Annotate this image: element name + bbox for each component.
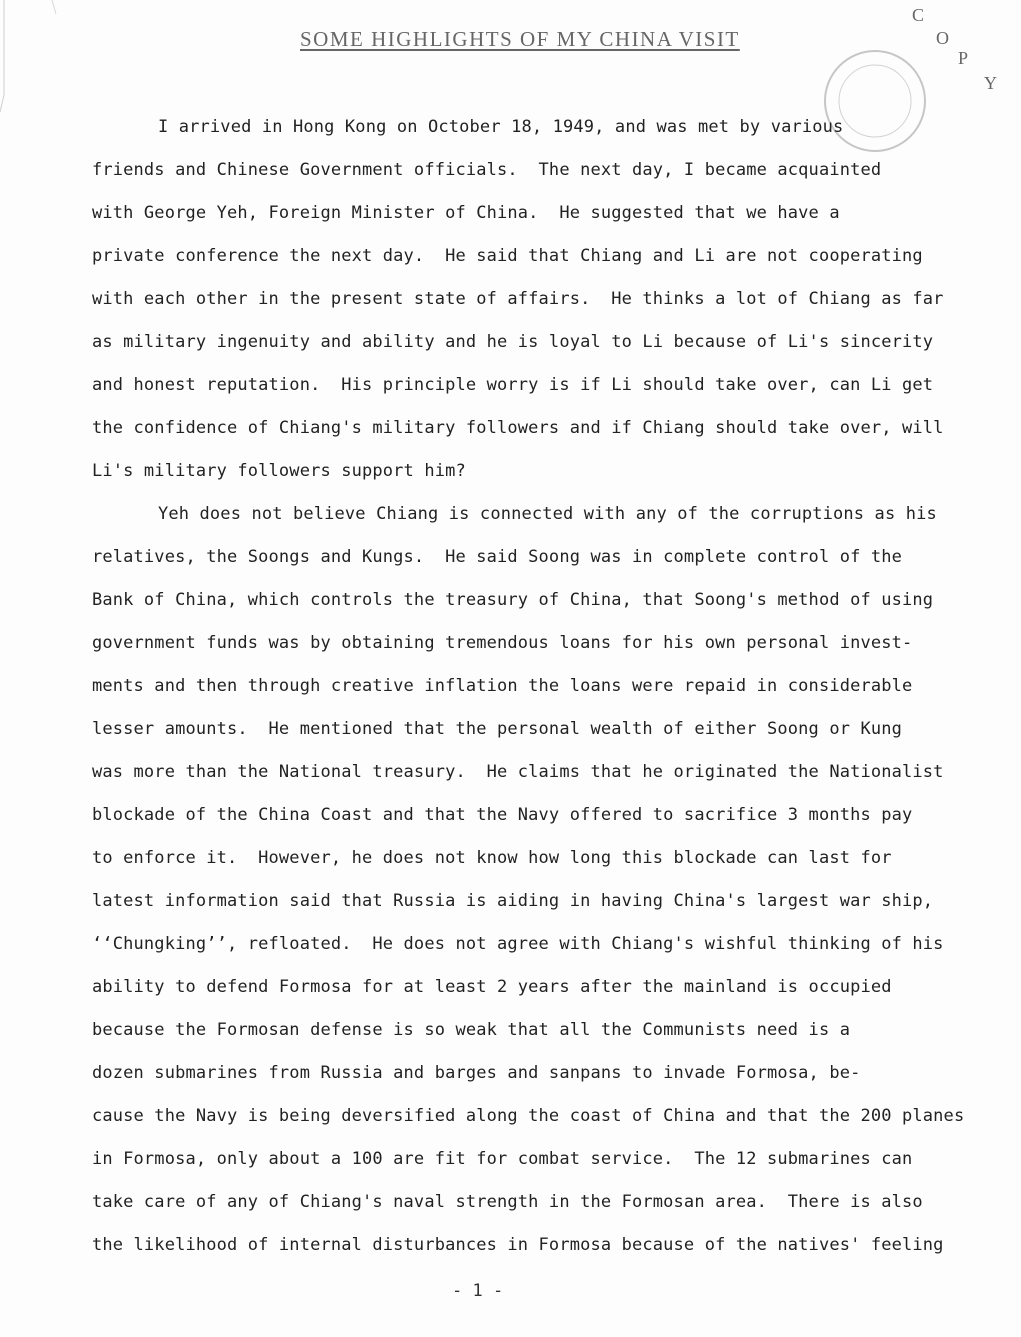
page-number: - 1 -: [452, 1281, 504, 1301]
text-line: I arrived in Hong Kong on October 18, 1949, and was met by various: [158, 117, 844, 137]
page-fold-mark: [0, 0, 60, 120]
text-line: dozen submarines from Russia and barges and sanpans to invade Formosa, be-: [92, 1063, 861, 1083]
text-line: ments and then through creative inflation the loans were repaid in considerable: [92, 676, 913, 696]
text-line: as military ingenuity and ability and he is loyal to Li because of Li's sincerity: [92, 332, 934, 352]
text-line: ‘‘Chungking’’, refloated. He does not agree with Chiang's wishful thinking of his: [92, 934, 944, 954]
text-line: the confidence of Chiang's military followers and if Chiang should take over, will: [92, 418, 944, 438]
text-line: lesser amounts. He mentioned that the personal wealth of either Soong or Kung: [92, 719, 903, 739]
text-line: Li's military followers support him?: [92, 461, 466, 481]
text-line: because the Formosan defense is so weak that all the Communists need is a: [92, 1020, 851, 1040]
text-line: in Formosa, only about a 100 are fit for combat service. The 12 submarines can: [92, 1149, 913, 1169]
text-line: the likelihood of internal disturbances in Formosa because of the natives' feeling: [92, 1235, 944, 1255]
text-line: was more than the National treasury. He claims that he originated the Nationalist: [92, 762, 944, 782]
text-line: with George Yeh, Foreign Minister of China. He suggested that we have a: [92, 203, 840, 223]
text-line: latest information said that Russia is aiding in having China's largest war ship,: [92, 891, 934, 911]
copy-mark-o: O: [936, 28, 949, 48]
text-line: friends and Chinese Government officials. The next day, I became acquainted: [92, 160, 882, 180]
text-line: and honest reputation. His principle worry is if Li should take over, can Li get: [92, 375, 934, 395]
text-line: Yeh does not believe Chiang is connected with any of the corruptions as his: [158, 504, 937, 524]
text-line: private conference the next day. He said that Chiang and Li are not cooperating: [92, 246, 923, 266]
text-line: ability to defend Formosa for at least 2 years after the mainland is occupied: [92, 977, 892, 997]
text-line: Bank of China, which controls the treasury of China, that Soong's method of using: [92, 590, 934, 610]
text-line: cause the Navy is being deversified along the coast of China and that the 200 planes: [92, 1106, 965, 1126]
copy-mark-y: Y: [984, 73, 997, 93]
text-line: blockade of the China Coast and that the Navy offered to sacrifice 3 months pay: [92, 805, 913, 825]
text-line: take care of any of Chiang's naval strength in the Formosan area. There is also: [92, 1192, 923, 1212]
copy-mark-p: P: [958, 48, 969, 68]
text-line: government funds was by obtaining tremendous loans for his own personal invest-: [92, 633, 913, 653]
text-line: to enforce it. However, he does not know how long this blockade can last for: [92, 848, 892, 868]
text-line: with each other in the present state of affairs. He thinks a lot of Chiang as far: [92, 289, 944, 309]
text-line: relatives, the Soongs and Kungs. He said Soong was in complete control of the: [92, 547, 903, 567]
document-title: SOME HIGHLIGHTS OF MY CHINA VISIT: [300, 27, 740, 51]
copy-mark-c: C: [912, 5, 925, 25]
